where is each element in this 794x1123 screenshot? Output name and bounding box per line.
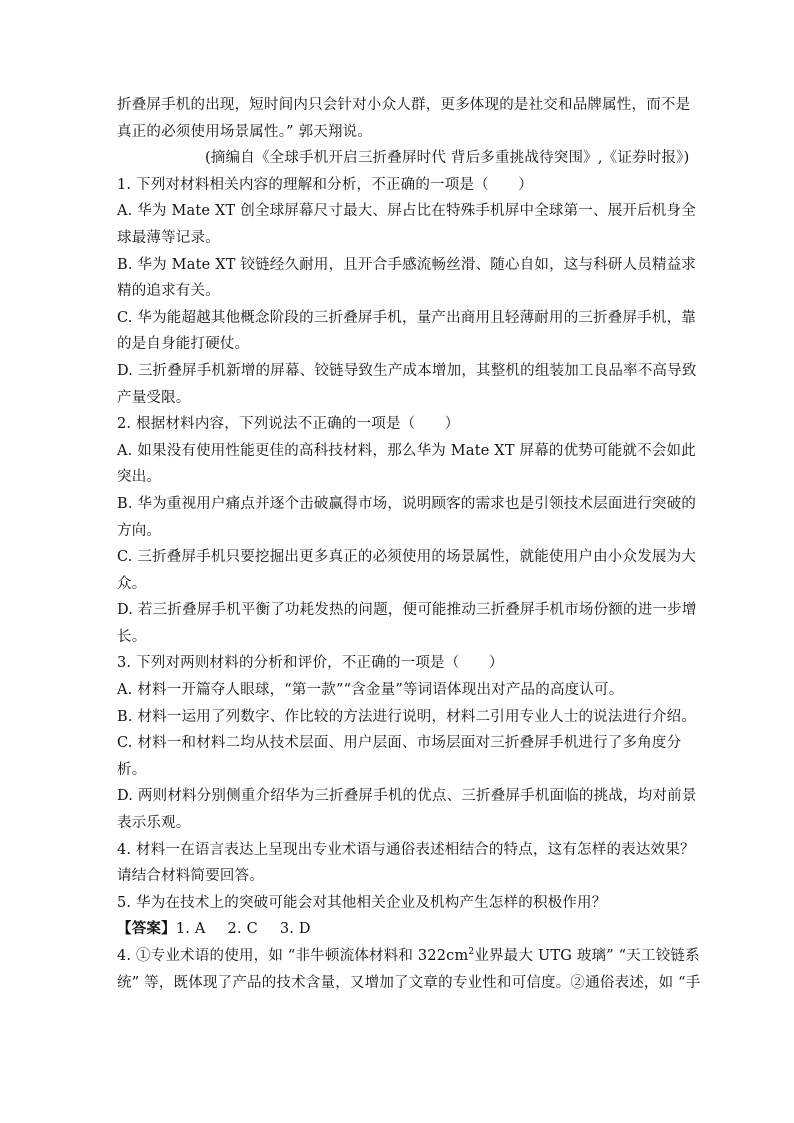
answer-4-text: 4. ①专业术语的使用，如 “非牛顿流体材料和 322cm [117, 948, 469, 964]
q2-option-a-cont: 突出。 [117, 469, 162, 486]
q2-option-b: B. 华为重视用户痛点并逐个击破赢得市场，说明顾客的需求也是引领技术层面进行突破的 [117, 495, 697, 512]
q1-option-a: A. 华为 Mate XT 创全球屏幕尺寸最大、屏占比在特殊手机屏中全球第一、展开后机身全 [117, 203, 696, 220]
q2-option-d: D. 若三折叠屏手机平衡了功耗发热的问题，便可能推动三折叠屏手机市场份额的进一步增 [117, 602, 697, 619]
q2-option-b-cont: 方向。 [117, 522, 162, 539]
q2-option-c: C. 三折叠屏手机只要挖掘出更多真正的必须使用的场景属性，就能使用户由小众发展为大 [117, 549, 696, 566]
question-4-stem: 4. 材料一在语言表达上呈现出专业术语与通俗表述相结合的特点，这有怎样的表达效果？ [117, 841, 695, 858]
answer-4-line [117, 943, 700, 970]
passage-line: 折叠屏手机的出现，短时间内只会针对小众人群，更多体现的是社交和品牌属性，而不是 [117, 97, 691, 113]
question-4-stem-cont: 请结合材料简要回答。 [117, 868, 264, 885]
q2-option-c-cont: 众。 [117, 575, 147, 592]
answer-2: 2. C [227, 921, 258, 938]
q2-option-a: A. 如果没有使用性能更佳的高科技材料，那么华为 Mate XT 屏幕的优势可能就不会如此 [117, 442, 696, 459]
passage-line: 真正的必须使用场景属性。” 郭天翔说。 [117, 123, 373, 140]
answer-4-text-cont: 业界最大 UTG 玻璃” “天工铰链系 [474, 948, 700, 964]
q3-option-c: C. 材料一和材料二均从技术层面、用户层面、市场层面对三折叠屏手机进行了多角度分 [117, 735, 682, 752]
q1-option-c: C. 华为能超越其他概念阶段的三折叠屏手机，量产出商用且轻薄耐用的三折叠屏手机，靠 [117, 309, 696, 326]
q1-option-d: D. 三折叠屏手机新增的屏幕、铰链导致生产成本增加，其整机的组装加工良品率不高导致 [117, 362, 697, 379]
answer-label: 【答案】 [117, 920, 176, 938]
q1-option-a-cont: 球最薄等记录。 [117, 229, 220, 246]
q1-option-c-cont: 的是自身能打硬仗。 [117, 336, 250, 353]
q1-option-d-cont: 产量受限。 [117, 389, 191, 406]
answer-4-line-2: 统” 等，既体现了产品的技术含量，又增加了文章的专业性和可信度。②通俗表述，如 “手 [117, 974, 701, 991]
q1-option-b-cont: 精的追求有关。 [117, 283, 220, 300]
question-1-stem: 1. 下列对材料相关内容的理解和分析，不正确的一项是（ ） [117, 176, 533, 193]
q3-option-c-cont: 析。 [117, 761, 147, 778]
q3-option-d: D. 两则材料分别侧重介绍华为三折叠屏手机的优点、三折叠屏手机面临的挑战，均对前景 [117, 788, 697, 805]
question-5-stem: 5. 华为在技术上的突破可能会对其他相关企业及机构产生怎样的积极作用？ [117, 894, 607, 911]
q3-option-d-cont: 表示乐观。 [117, 815, 191, 832]
q3-option-a: A. 材料一开篇夺人眼球，“第一款”“含金量”等词语体现出对产品的高度认可。 [117, 682, 624, 699]
answer-line [117, 916, 677, 943]
q1-option-b: B. 华为 Mate XT 铰链经久耐用，且开合手感流畅丝滑、随心自如，这与科研人员精益求 [117, 256, 697, 273]
question-3-stem: 3. 下列对两则材料的分析和评价，不正确的一项是（ ） [117, 655, 504, 672]
document-body [117, 92, 701, 996]
source-citation: (摘编自《全球手机开启三折叠屏时代 背后多重挑战待突围》,《证券时报》) [205, 150, 690, 167]
q3-option-b: B. 材料一运用了列数字、作比较的方法进行说明，材料二引用专业人士的说法进行介绍。 [117, 708, 697, 725]
superscript-2: 2 [468, 947, 475, 958]
answer-3: 3. D [279, 921, 311, 938]
q2-option-d-cont: 长。 [117, 628, 147, 645]
question-2-stem: 2. 根据材料内容，下列说法不正确的一项是（ ） [117, 416, 460, 433]
answer-1: 1. A [175, 921, 206, 938]
